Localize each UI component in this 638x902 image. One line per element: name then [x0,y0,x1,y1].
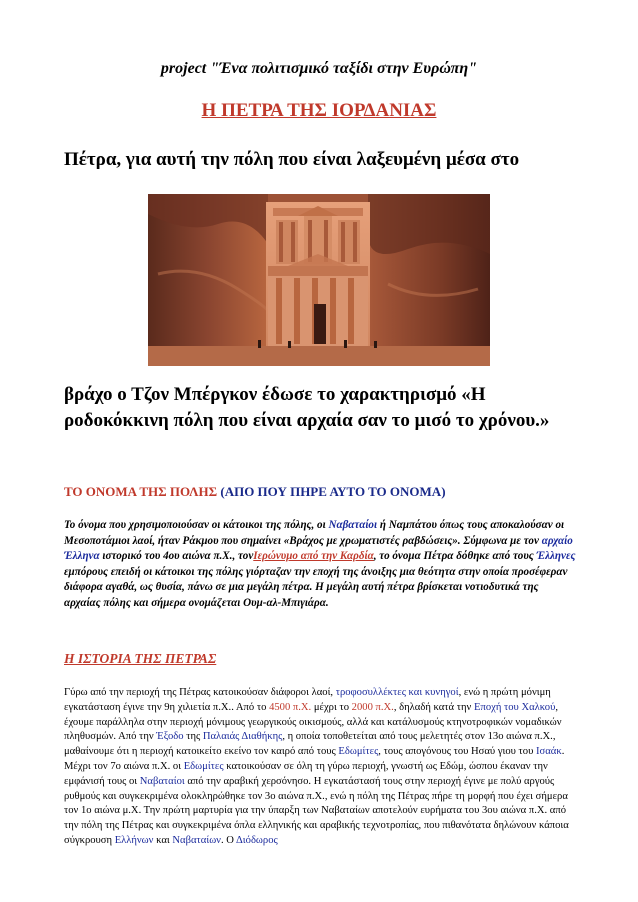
paragraph-city-name [64,518,576,612]
text-run: , ενώ η πρώτη μόνιμη εγκατάσταση έγινε την 9η χιλιετία π.Χ.. Από το [64,687,551,713]
text-run: Το όνομα που χρησιμοποιούσαν οι κάτοικοι της πόλης, οι [64,519,329,531]
text-run: της [183,731,203,743]
section-heading-history: Η ΙΣΤΟΡΙΑ ΤΗΣ ΠΕΤΡΑΣ [64,651,217,666]
text-run: , έχουμε παράλληλα στην περιοχή μόνιμους γεωργικούς οικισμούς, αλλά και κατάλυσμούς κτηνοτροφικών νομαδικών πληθυσμών. Από την [64,701,562,743]
link-ancient-greek[interactable]: αρχαίο Έλληνα [64,534,573,563]
main-title: Η ΠΕΤΡΑ ΤΗΣ ΙΟΡΔΑΝΙΑΣ [201,100,437,121]
link-edomites-2[interactable]: Εδωμίτες [183,760,224,772]
link-isaac[interactable]: Ισαάκ [536,746,562,758]
lead-text-line-2: βράχο ο Τζον Μπέργκον έδωσε το χαρακτηρισμό «Η ροδοκόκκινη πόλη που είναι αρχαία σαν το μισό το χρόνου.» [64,384,550,431]
link-greeks-2[interactable]: Ελλήνων [114,834,154,846]
text-run: μέχρι το [311,701,352,713]
text-run: και [153,834,173,846]
project-title: project "Ένα πολιτισμικό ταξίδι στην Ευρώπη" [160,60,478,77]
link-nabataeans[interactable]: Ναβαταίοι [328,519,378,531]
text-run: . Ο [220,834,236,846]
text-run: , δηλαδή κατά την [393,701,474,713]
link-gatherers-hunters[interactable]: τροφοσυλλέκτες και κυνηγοί [335,687,459,698]
section-heading-city-name [64,484,446,500]
link-greeks[interactable]: Έλληνες [536,550,576,563]
lead-text-line-1: Πέτρα, για αυτή την πόλη που είναι λαξευμένη μέσα στο [64,149,520,170]
petra-treasury-illustration [148,194,490,366]
link-2000-bc[interactable]: 2000 π.Χ. [351,701,394,713]
text-run: . Μέχρι τον 7ο αιώνα π.Χ. οι [64,746,565,772]
link-hieronymus-cardia[interactable]: Ιερώνυμο από την Καρδία [253,550,374,563]
text-run: Γύρω από την περιοχή της Πέτρας κατοικούσαν διάφοροι λαοί, [64,687,336,698]
link-nabataeans-2[interactable]: Ναβαταίοι [139,775,185,787]
heading-blue-part: (ΑΠΟ ΠΟΥ ΠΗΡΕ ΑΥΤΟ ΤΟ ΟΝΟΜΑ) [217,484,446,499]
link-old-testament[interactable]: Παλαιάς Διαθήκης [202,731,283,743]
text-run: εμπόρους επειδή οι κάτοικοι της πόλης γιόρταζαν την εποχή της άνοιξης μια θεότητα στην οποία προσέφεραν διάφορα αγαθά, ως θυσία, πάνω σε μια μεγάλη πέτρα. Η μεγάλη αυτή πέτρα βρίσκεται νοτιοδυτικά της αρχαίας πόλης και σήμερα ονομάζεται Ουμ-αλ-Μπιγιάρα. [64,565,568,609]
link-diodorus[interactable]: Διόδωρος [235,834,278,846]
text-run: , η οποία τοποθετείται από τους μελετητές στον 13ο αιώνα π.Χ., μαθαίνουμε ότι η περιοχή κατοικείτο εκείνο τον καιρό από τους [64,731,556,758]
link-nabataeans-3[interactable]: Ναβαταίων [172,834,221,846]
photo-petra-treasury [148,194,490,366]
text-run: ιστορικό του 4ου αιώνα π.Χ., τον [99,550,254,563]
text-run: ή Ναμπάτου όπως τους αποκαλούσαν οι Μεσοποτάμιοι λαοί, ήταν Ράκμου που σημαίνει «Βράχος με χρωματιστές ραβδώσεις». Σύμφωνα με τον [64,519,565,547]
link-bronze-age[interactable]: Εποχή του Χαλκού [474,701,556,713]
link-edomites[interactable]: Εδωμίτες [338,746,379,758]
link-4500-bc[interactable]: 4500 π.Χ. [269,701,312,713]
text-run: , τους απογόνους του Ησαύ γιου του [378,746,536,758]
text-run: από την αραβική χερσόνησο. Η εγκατάστασή τους στην περιοχή έγινε με πολύ αργούς ρυθμούς και συγκεκριμένα ολοκληρώθηκε τον 3ο αιώνα π.Χ., ενώ η πόλη της Πέτρας πήρε τη μορφή που έχει σήμερα τον 1ο αιώνα μ.Χ. Την πρώτη μαρτυρία για την ύπαρξη των Ναβαταίων αποτελούν ευρήματα του 3ου αιώνα π.Χ. από την πόλη της Πέτρας και συγκεκριμένα όπλα ελληνικής και αραβικής τεχνοτροπίας, που πιθανότατα δηλώνουν κάποια σύγκρουση [64,775,569,846]
text-run: , το όνομα Πέτρα δόθηκε από τους [373,550,537,563]
link-exodus[interactable]: Έξοδο [156,731,184,743]
text-run: κατοικούσαν σε όλη τη γύρω περιοχή, γνωστή ως Εδώμ, ώσπου έκαναν την εμφάνισή τους οι [64,760,548,787]
heading-red-part: ΤΟ ΟΝΟΜΑ ΤΗΣ ΠΟΛΗΣ [64,484,218,499]
paragraph-history [64,686,576,849]
